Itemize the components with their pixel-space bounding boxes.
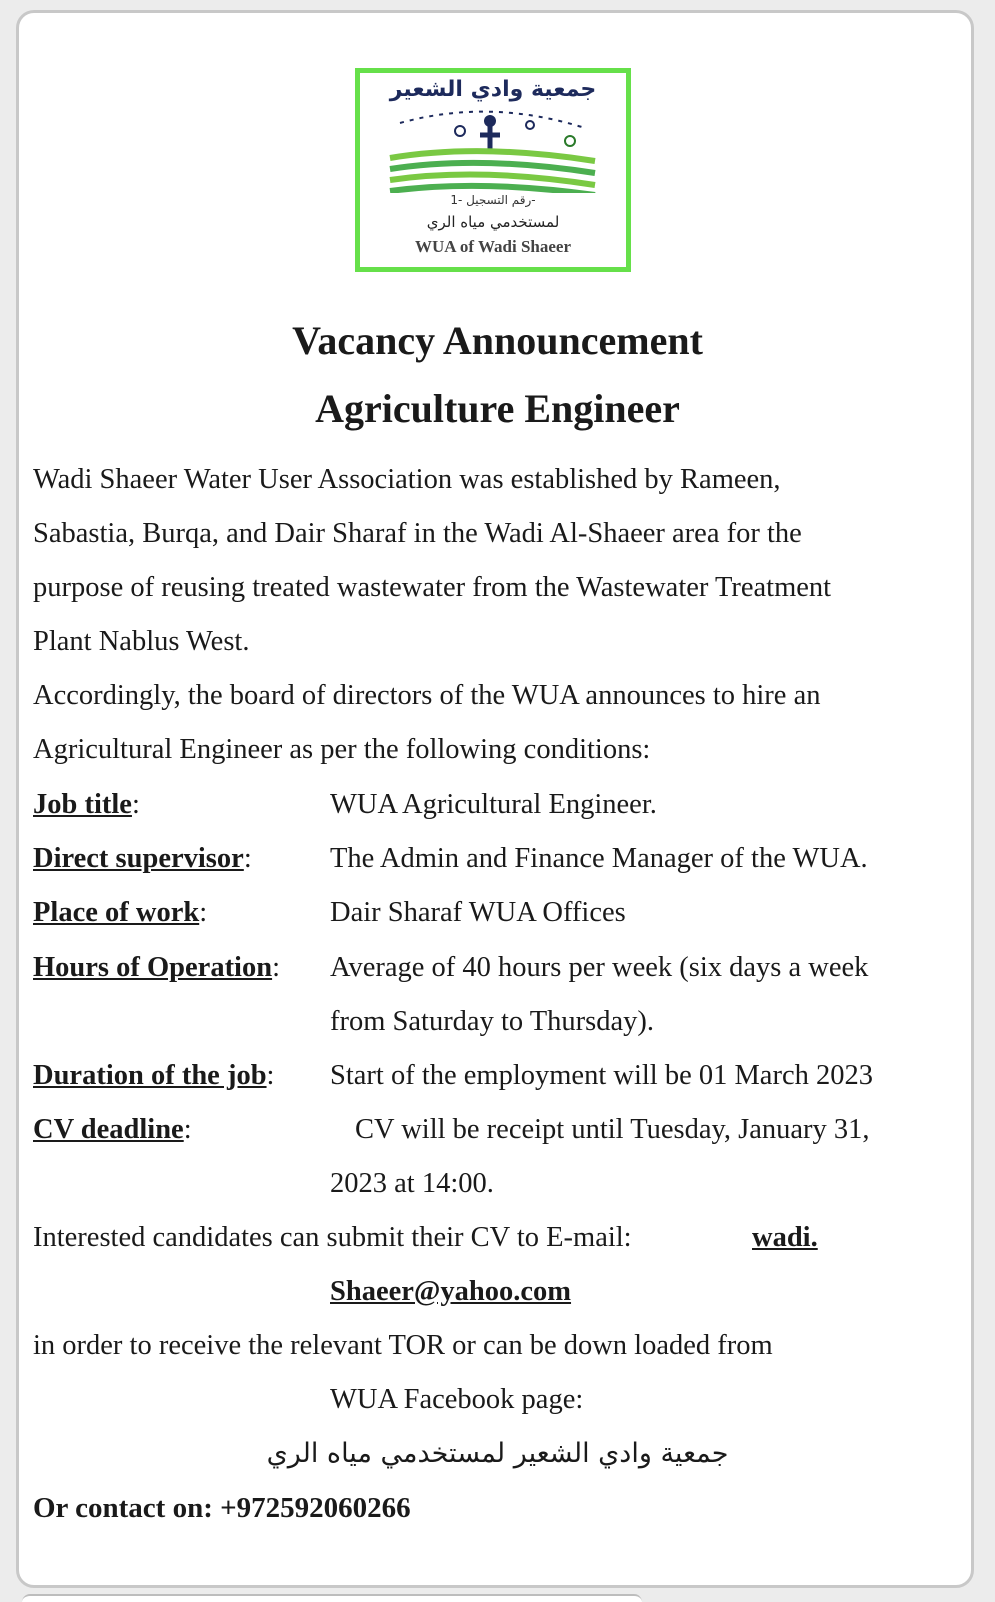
wua-logo [355, 68, 631, 272]
contact-info: Or contact on: +972592060266 [33, 1492, 411, 1524]
condition-value: WUA Agricultural Engineer. [330, 789, 657, 820]
position-title: Agriculture Engineer [315, 386, 680, 431]
logo-registration: رقم التسجيل -1- [450, 193, 536, 207]
condition-label: Hours of Operation: [33, 952, 280, 983]
condition-label: CV deadline: [33, 1114, 192, 1145]
intro-line: Accordingly, the board of directors of the WUA announces to hire an [33, 680, 821, 711]
logo-arabic-subtitle: لمستخدمي مياه الري [426, 213, 560, 231]
intro-line: Wadi Shaeer Water User Association was established by Rameen, [33, 464, 781, 495]
next-card-edge [22, 1594, 642, 1602]
logo-fields-icon [380, 103, 606, 193]
logo-english-name: WUA of Wadi Shaeer [414, 237, 571, 256]
condition-label: Job title: [33, 789, 140, 820]
condition-value: CV will be receipt until Tuesday, January 31, [355, 1114, 870, 1145]
condition-value: Dair Sharaf WUA Offices [330, 897, 626, 928]
condition-value-continued: from Saturday to Thursday). [330, 1006, 654, 1037]
submission-text: Interested candidates can submit their CV to E-mail: [33, 1222, 632, 1253]
condition-value: Start of the employment will be 01 March 2023 [330, 1060, 873, 1091]
email-link-part2[interactable]: Shaeer@yahoo.com [330, 1276, 572, 1307]
condition-value: Average of 40 hours per week (six days a week [330, 952, 869, 983]
intro-line: Sabastia, Burqa, and Dair Sharaf in the Wadi Al-Shaeer area for the [33, 518, 802, 549]
condition-label: Direct supervisor: [33, 843, 252, 874]
condition-label: Place of work: [33, 897, 208, 928]
condition-value: The Admin and Finance Manager of the WUA. [330, 843, 868, 874]
email-link-part1[interactable]: wadi. [752, 1222, 818, 1253]
intro-line: Agricultural Engineer as per the following conditions: [33, 734, 651, 765]
facebook-page-name: جمعية وادي الشعير لمستخدمي مياه الري [266, 1438, 729, 1469]
intro-line: purpose of reusing treated wastewater from the Wastewater Treatment [33, 572, 832, 603]
condition-value-continued: 2023 at 14:00. [330, 1168, 494, 1199]
condition-label: Duration of the job: [33, 1060, 275, 1091]
page-title: Vacancy Announcement [292, 318, 703, 363]
intro-line: Plant Nablus West. [33, 626, 250, 657]
tor-text: in order to receive the relevant TOR or can be down loaded from [33, 1330, 773, 1361]
facebook-text: WUA Facebook page: [330, 1384, 584, 1415]
logo-arabic-name: جمعية وادي الشعير [389, 77, 597, 102]
